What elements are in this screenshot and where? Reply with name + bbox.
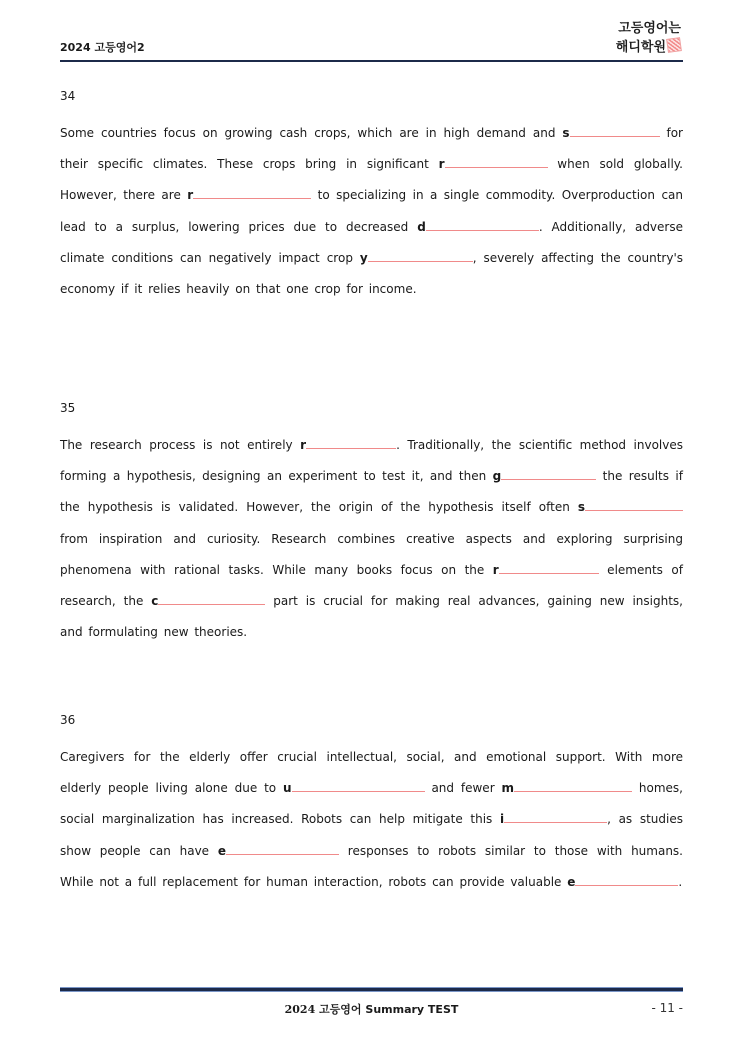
footer-test-name: Summary TEST [365,1003,459,1016]
blank-underline[interactable] [306,436,396,449]
blank-underline[interactable] [499,561,599,574]
answer-blank[interactable] [151,594,265,608]
question-number: 34 [60,89,76,103]
question-passage: Some countries focus on growing cash crops, which are in high demand and s for their specific climates. These crops bring in significant r when sold globally. However, there are r to specializing in a single commodity. Overproduction can lead to a surplus, lowering prices due to decreased d . Additionally, adverse climate conditions can negatively impact crop y , severely affecting the country's economy if it relies heavily on that one crop for income. [60,126,683,297]
answer-blank[interactable] [493,469,597,483]
answer-blank[interactable] [300,438,396,452]
answer-blank[interactable] [187,188,311,202]
blank-underline[interactable] [570,124,660,137]
brand-line-2 [616,38,681,57]
blank-underline[interactable] [575,873,678,886]
answer-blank[interactable] [417,220,539,234]
answer-blank[interactable] [218,844,339,858]
blank-underline[interactable] [514,779,632,792]
footer-divider [60,987,683,992]
answer-blank[interactable] [360,251,473,265]
page-number: - 11 - [651,1001,683,1015]
blank-hint-letter: e [217,843,226,858]
blank-hint-letter: i [499,812,505,827]
blank-underline[interactable] [368,249,473,262]
question-passage: Caregivers for the elderly offer crucial intellectual, social, and emotional support. With more elderly people living alone due to u and fewer m homes, social marginalization has increased. Robots can help mitigate this i , as studies show people can have e responses to robots similar to those with humans. While not a full replacement for human interaction, robots can provide valuable e . [60,750,683,889]
footer-title [0,1001,743,1017]
blank-hint-letter: c [151,594,159,609]
header-divider [60,60,683,62]
blank-underline[interactable] [292,779,425,792]
blank-hint-letter: g [492,469,502,484]
blank-underline[interactable] [158,592,265,605]
blank-hint-letter: e [567,874,576,889]
brand-line-1: 고등영어는 [618,21,681,36]
footer-year-course: 2024 고등영어 [284,1003,362,1016]
question-passage: The research process is not entirely r . Traditionally, the scientific method involves forming a hypothesis, designing an experiment to test it, and then g the results if the hypothesis is validated. However, the origin of the hypothesis itself often s from inspiration and curiosity. Research combines creative aspects and exploring surprising phenomena with rational tasks. While many books focus on the r elements of research, the c part is crucial for making real advances, gaining new insights, and formulating new theories. [60,438,683,640]
brand-name: 해디학원 [615,40,666,55]
question-number: 35 [60,401,76,415]
answer-blank[interactable] [562,126,659,140]
blank-underline[interactable] [585,498,683,511]
answer-blank[interactable] [502,781,633,795]
blank-hint-letter: r [187,188,194,203]
blank-underline[interactable] [445,155,548,168]
blank-underline[interactable] [426,218,539,231]
question-number: 36 [60,713,76,727]
header-academy-brand [616,19,681,57]
blank-hint-letter: r [300,438,307,452]
question-35 [60,399,683,648]
answer-blank[interactable] [439,157,548,171]
blank-hint-letter: d [417,219,426,234]
blank-underline[interactable] [504,810,607,823]
header-course-title: 2024 고등영어2 [60,41,145,54]
answer-blank[interactable] [283,781,425,795]
blank-underline[interactable] [226,842,339,855]
blank-hint-letter: s [562,126,570,140]
blank-underline[interactable] [501,467,596,480]
blank-underline[interactable] [193,186,311,199]
question-36 [60,711,683,898]
blank-hint-letter: u [283,781,292,796]
blank-hint-letter: y [359,250,368,265]
answer-blank[interactable] [578,500,683,514]
answer-blank[interactable] [500,812,607,826]
answer-blank[interactable] [493,563,599,577]
blank-hint-letter: m [501,781,515,796]
blank-hint-letter: r [438,157,445,172]
blank-hint-letter: s [577,500,585,515]
answer-blank[interactable] [567,875,678,889]
blank-hint-letter: r [492,562,499,577]
red-stamp-icon [666,37,682,53]
question-34 [60,87,683,305]
